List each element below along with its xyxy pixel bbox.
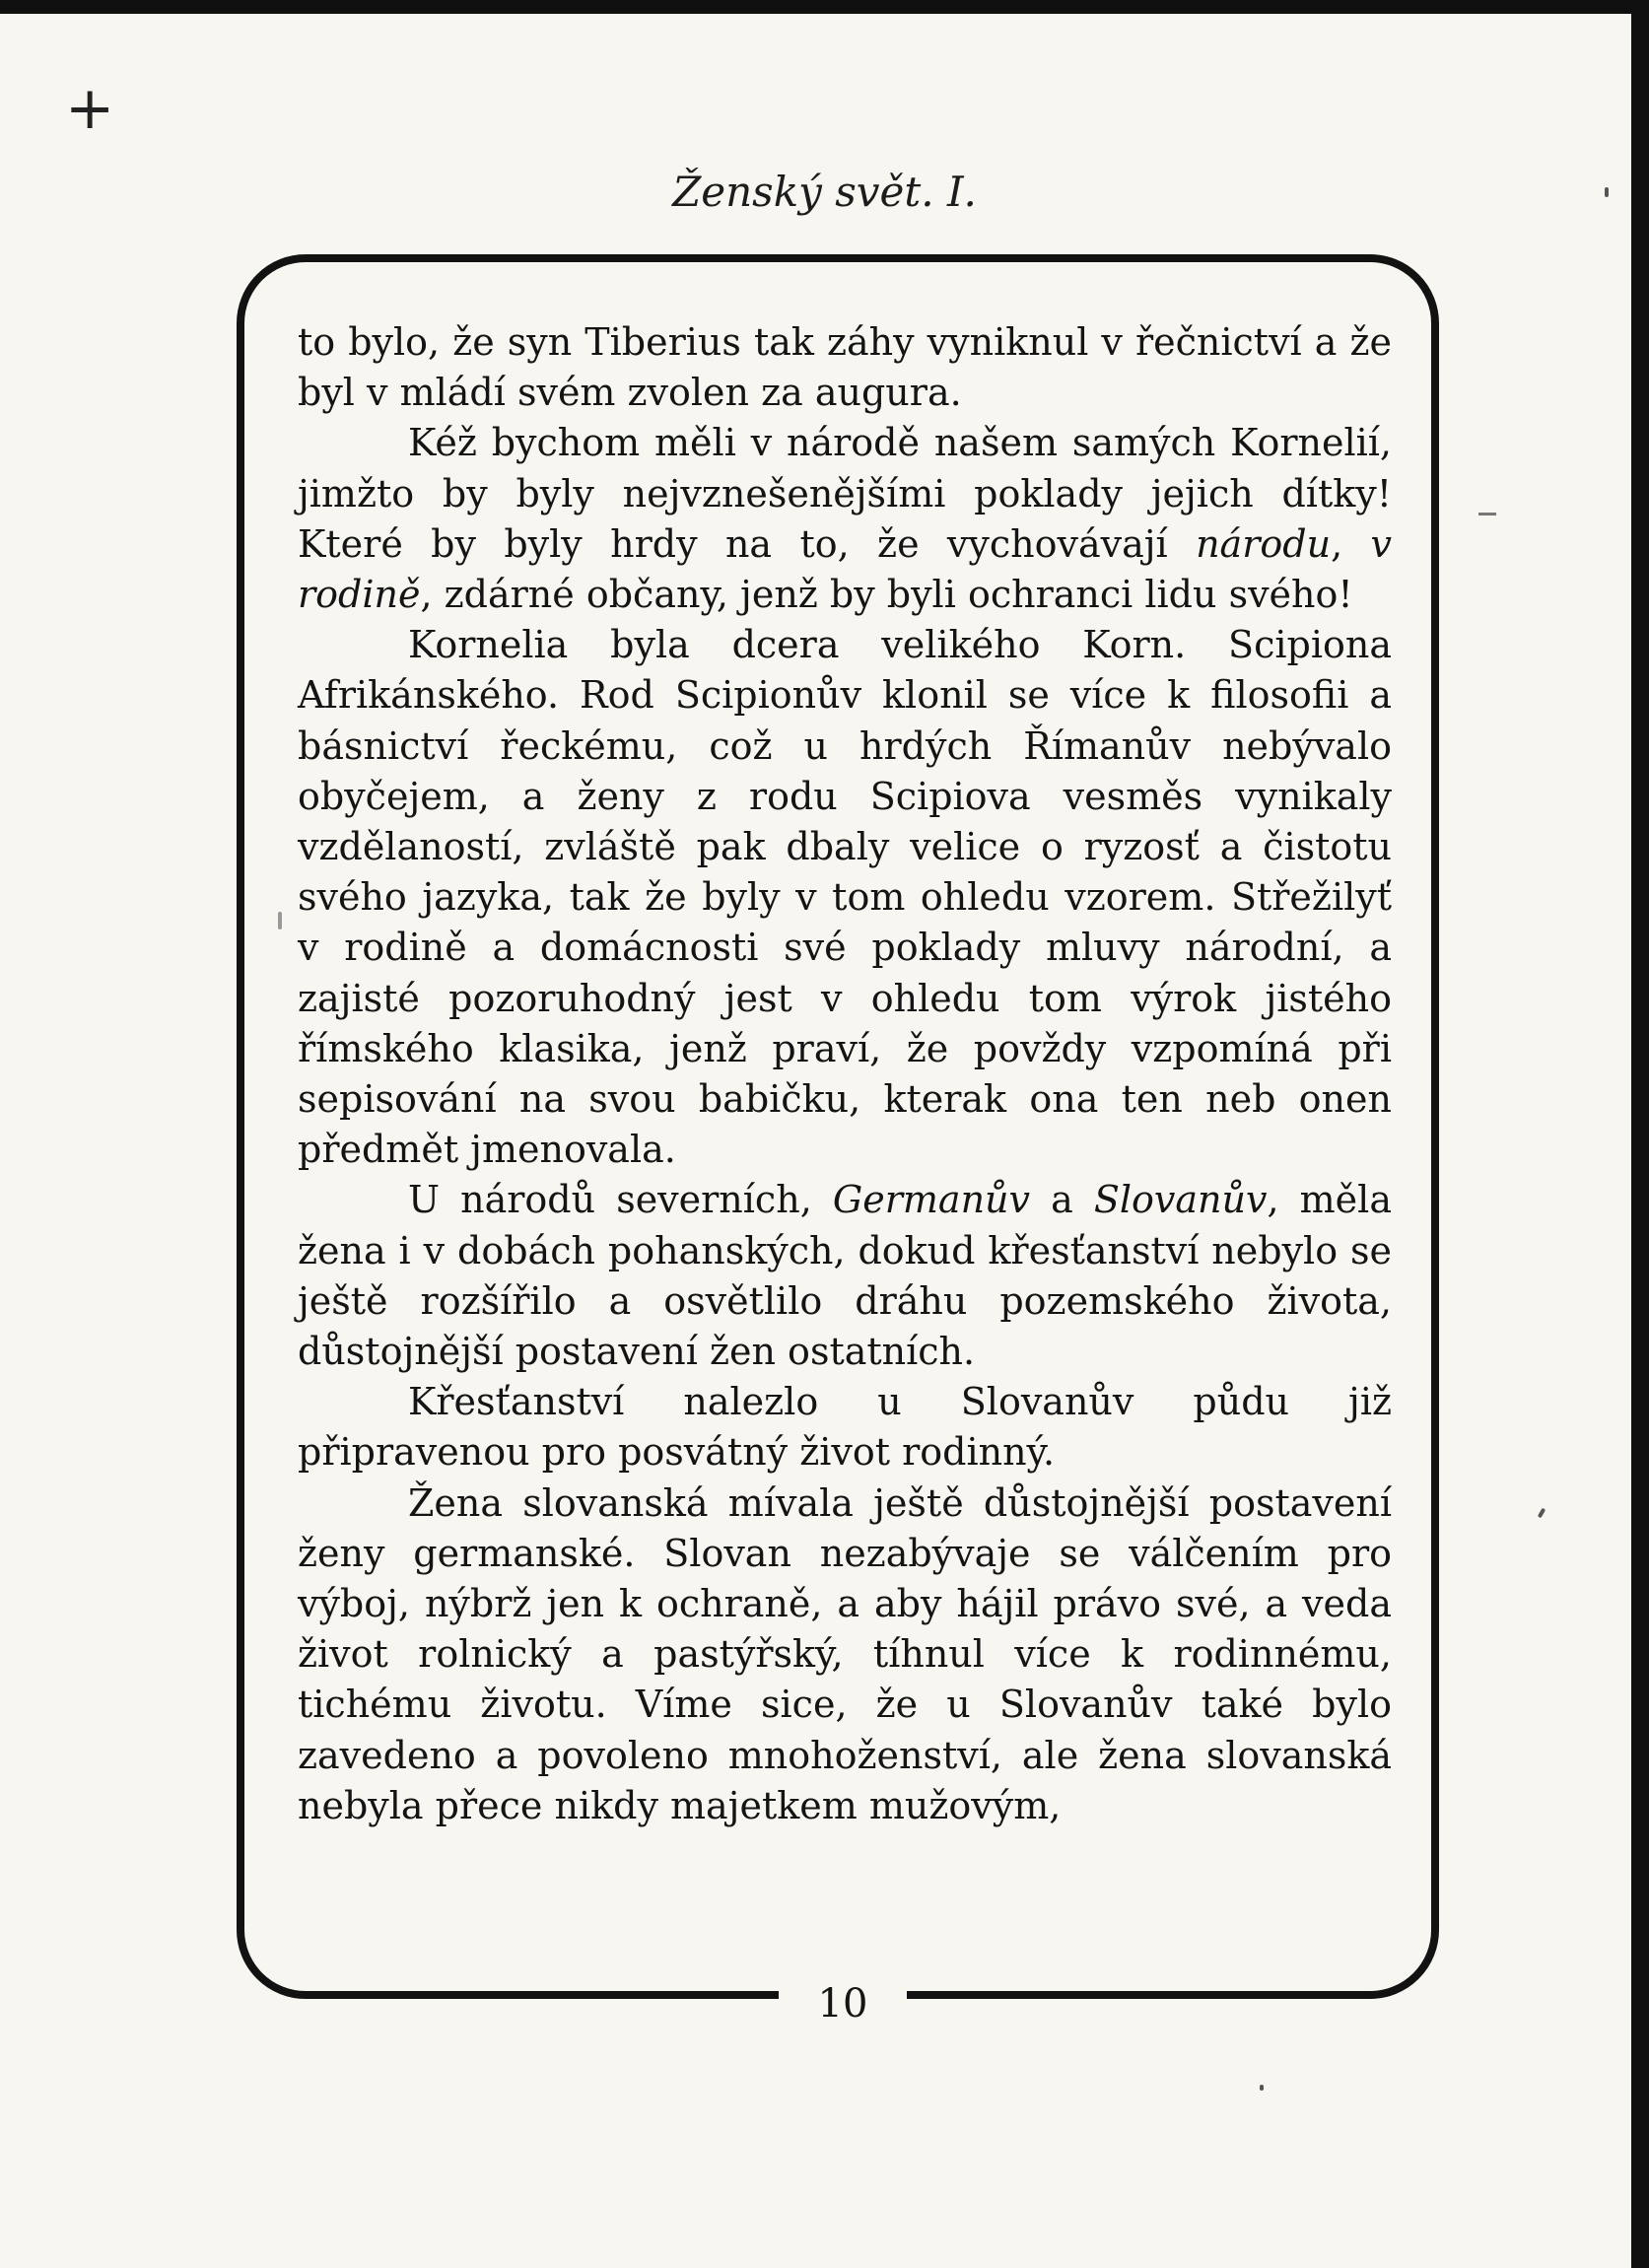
text-span: to bylo, že syn Tiberius tak záhy vyniknul v řečnictví a že byl v mládí svém zvolen za augura. [298, 320, 1392, 415]
text-span: Žena slovanská mívala ještě důstojnější postavení ženy germanské. Slovan nezabývaje se válčením pro výboj, nýbrž jen k ochraně, a aby hájil právo své, a veda život rolnický a pastýřský, tíhnul více k rodinnému, tichému životu. Víme sice, že u Slovanův také bylo zavedeno a povoleno mnohoženství, ale žena slovanská nebyla přece nikdy majetkem mužovým, [298, 1480, 1392, 1827]
paragraph [298, 1175, 1392, 1377]
text-span: a [1030, 1178, 1094, 1222]
scan-speck [1478, 513, 1496, 515]
page-number: 10 [817, 1981, 868, 2027]
italic-span: Slovanův [1093, 1178, 1268, 1222]
text-span: , měla žena i v dobách pohanských, dokud křesťanství nebylo se ještě rozšířilo a osvětlilo dráhu pozemského života, důstojnější postavení žen ostatních. [298, 1178, 1392, 1374]
running-header: Ženský svět. I. [672, 168, 977, 216]
text-span: Kéž bychom měli v národě našem samých Kornelií, jimžto by byly nejvznešenějšími poklady jejich dítky! Které by byly hrdy na to, že vychovávají [298, 421, 1392, 566]
scan-speck [1538, 1508, 1546, 1519]
italic-span: Germanův [832, 1178, 1030, 1222]
paragraph [298, 1478, 1392, 1831]
paragraph [298, 317, 1392, 418]
scan-border-right [1631, 0, 1649, 2268]
scan-border-top [0, 0, 1649, 14]
body-text [298, 317, 1392, 1831]
scan-speck [1260, 2085, 1264, 2091]
italic-span: národu [1196, 521, 1332, 566]
paragraph [298, 1377, 1392, 1478]
scan-speck [1605, 187, 1609, 197]
paragraph [298, 418, 1392, 620]
paragraph [298, 620, 1392, 1175]
text-span: , zdárné občany, jenž by byli ochranci lidu svého! [420, 573, 1353, 617]
text-span: , [1331, 521, 1371, 566]
scan-speck [278, 912, 282, 929]
crop-mark-icon: + [65, 74, 115, 143]
text-span: Kornelia byla dcera velikého Korn. Scipiona Afrikánského. Rod Scipionův klonil se více k filosofii a básnictví řeckému, což u hrdých Římanův nebývalo obyčejem, a ženy z rodu Scipiova vesměs vynikaly vzdělaností, zvláště pak dbaly velice o ryzosť a čistotu svého jazyka, tak že byly v tom ohledu vzorem. Střežilyť v rodině a domácnosti své poklady mluvy národní, a zajisté pozoruhodný jest v ohledu tom výrok jistého římského klasika, jenž praví, že povždy vzpomíná při sepisování na svou babičku, kterak ona ten neb onen předmět jmenovala. [298, 623, 1392, 1172]
text-span: Křesťanství nalezlo u Slovanův půdu již připravenou pro posvátný život rodinný. [298, 1380, 1392, 1475]
text-span: U národů severních, [408, 1178, 833, 1222]
italic-span: v rodině [298, 521, 1392, 617]
